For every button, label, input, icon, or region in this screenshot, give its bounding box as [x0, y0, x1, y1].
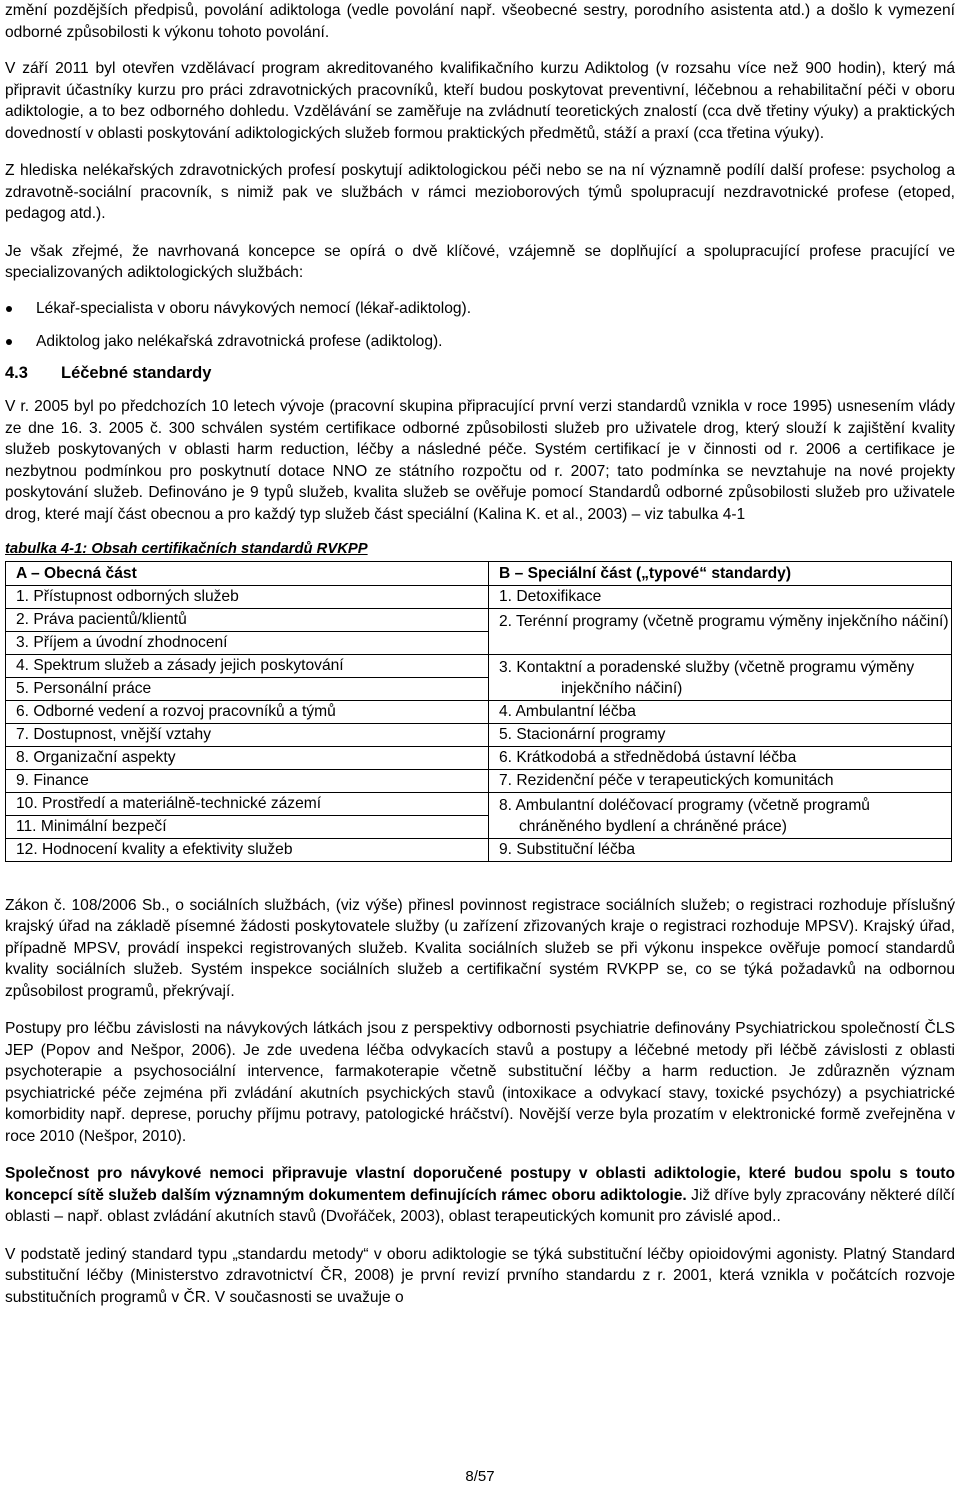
section-heading: 4.3 Léčebné standardy	[5, 363, 212, 382]
table-row: 5. Personální práce	[6, 677, 952, 700]
paragraph: V r. 2005 byl po předchozích 10 letech vývoje (pracovní skupina připracující první verzi standardů vznikla v roce 1995) usnesením vlády ze dne 16. 3. 2005 č. 300 schválen systém certifikace odborné způsobilosti služeb pro uživatele drog, který slouží k zajištění kvality služeb poskytovaných v oblasti harm reduction, léčby a následné péče. Systém certifikací je v činnosti od r. 2006 a certifikace je nezbytnou podmínkou pro poskytnutí dotace NNO ze státního rozpočtu od r. 2007; tato podmínka se nevztahuje na nové projekty poskytování služeb. Definováno je 9 typů služeb, kvalita služeb se ověřuje pomocí Standardů odborné způsobilosti služeb pro uživatele drog, které mají část obecnou a pro každý typ služeb část speciální (Kalina K. et al., 2003) – viz tabulka 4-1	[5, 398, 955, 523]
document-page	[5, 0, 955, 1308]
table-row: 8. Organizační aspekty 6. Krátkodobá a střednědobá ústavní léčba	[6, 746, 952, 769]
table-row: 9. Finance 7. Rezidenční péče v terapeutických komunitách	[6, 769, 952, 792]
paragraph: Společnost pro návykové nemoci připravuje vlastní doporučené postupy v oblasti adiktologie, které budou spolu s touto koncepcí sítě služeb dalším významným dokumentem definujících rámec oboru adiktologie. Již dříve byly zpracovány některé dílčí oblasti – např. oblast zvládání akutních stavů (Dvořáček, 2003), oblast terapeutických komunit pro závislé apod..	[5, 1165, 955, 1225]
bullet-icon	[6, 306, 12, 312]
paragraph: Je však zřejmé, že navrhovaná koncepce se opírá o dvě klíčové, vzájemně se doplňující a spolupracující profese pracující ve specializovaných adiktologických službách:	[5, 242, 955, 281]
table-row: 4. Spektrum služeb a zásady jejich poskytování 3. Kontaktní a poradenské služby (včetně programu výměny injekčního náčiní)	[6, 654, 952, 677]
standards-table	[5, 561, 952, 862]
table-header-row	[6, 561, 952, 585]
table-row: 6. Odborné vedení a rozvoj pracovníků a týmů 4. Ambulantní léčba	[6, 700, 952, 723]
paragraph: změní pozdějších předpisů, povolání adiktologa (vedle povolání např. všeobecné sestry, porodního asistenta atd.) a došlo k vymezení odborné způsobilosti k výkonu tohoto povolání.	[5, 2, 955, 41]
paragraph: Postupy pro léčbu závislosti na návykových látkách jsou z perspektivy odbornosti psychiatrie definovány Psychiatrickou společností ČLS JEP (Popov and Nešpor, 2006). Je zde uvedena léčba odvykacích stavů a postupy a léčebné metody při léčbě závislosti z oblasti psychoterapie a psychosociální intervence, farmakoterapie včetně substituční léčby a harm reduction. Je zdůrazněn význam psychiatrické péče zejména při zvládání akutních psychických stavů (intoxikace a odvykací stavy, toxické psychózy) a psychiatrické komorbidity např. deprese, poruchy příjmu potravy, patologické hráčství). Novější verze byla prozatím v elektronické formě zveřejněna v roce 2010 (Nešpor, 2010).	[5, 1020, 955, 1145]
page-number: 8/57	[465, 1468, 495, 1485]
list-item: Adiktolog jako nelékařská zdravotnická profese (adiktolog).	[5, 331, 955, 353]
table-row: 12. Hodnocení kvality a efektivity služeb 9. Substituční léčba	[6, 838, 952, 861]
paragraph: Z hlediska nelékařských zdravotnických profesí poskytují adiktologickou péči nebo se na ní významně podílí další profese: psycholog a zdravotně-sociální pracovník, s nimiž pak ve službách v rámci mezioborových týmů spolupracují nezdravotnické profese (etoped, pedagog atd.).	[5, 162, 955, 222]
paragraph: Zákon č. 108/2006 Sb., o sociálních službách, (viz výše) přinesl povinnost registrace sociálních služeb; o registraci rozhoduje příslušný krajský úřad na základě písemné žádosti poskytovatele služby (u zařízení zřizovaných kraje o registraci rozhoduje MPSV). Krajský úřad, případně MPSV, provádí inspekci registrovaných služeb. Kvalita sociálních služeb se při výkonu inspekce ověřuje pomocí standardů kvality sociálních služeb. Systém inspekce sociálních služeb a certifikační systém RVKPP se, co se týká požadavků na odbornou způsobilost programů, překrývají.	[5, 896, 955, 1000]
paragraph: V září 2011 byl otevřen vzdělávací program akreditovaného kvalifikačního kurzu Adiktolog (v rozsahu více než 900 hodin), který má připravit účastníky kurzu pro práci zdravotnických pracovníků, kteří budou poskytovat preventivní, léčebnou a rehabilitační péči v oboru adiktologie, a to bez odborného dohledu. Vzdělávání se zaměřuje na zvládnutí teoretických znalostí (cca dvě třetiny výuky) a praktických dovedností v oblasti poskytování adiktologických služeb formou praktických předmětů, stáží a praxí (cca třetina výuky).	[5, 60, 955, 142]
column-header-a: A – Obecná část	[6, 561, 489, 585]
table-row: 3. Příjem a úvodní zhodnocení	[6, 631, 952, 654]
table-caption: tabulka 4-1: Obsah certifikačních standardů RVKPP	[5, 541, 368, 557]
table-row: 2. Práva pacientů/klientů 2. Terénní programy (včetně programu výměny injekčního náčiní)	[6, 608, 952, 631]
table-row: 7. Dostupnost, vnější vztahy 5. Stacionární programy	[6, 723, 952, 746]
bullet-list	[5, 298, 955, 353]
bullet-icon	[6, 339, 12, 345]
list-item: Lékař-specialista v oboru návykových nemocí (lékař-adiktolog).	[5, 298, 955, 320]
table-row: 11. Minimální bezpečí	[6, 815, 952, 838]
table-row: 10. Prostředí a materiálně-technické zázemí 8. Ambulantní doléčovací programy (včetně programů chráněného bydlení a chráněné práce)	[6, 792, 952, 815]
column-header-b: B – Speciální část („typové“ standardy)	[489, 561, 952, 585]
table-row: 1. Přístupnost odborných služeb 1. Detoxifikace	[6, 585, 952, 608]
paragraph: V podstatě jediný standard typu „standardu metody“ v oboru adiktologie se týká substituční léčby opioidovými agonisty. Platný Standard substituční léčby (Ministerstvo zdravotnictví ČR, 2008) je první revizí prvního standardu z r. 2001, která vznikla v počátcích rozvoje substitučních programů v ČR. V současnosti se uvažuje o	[5, 1245, 955, 1306]
